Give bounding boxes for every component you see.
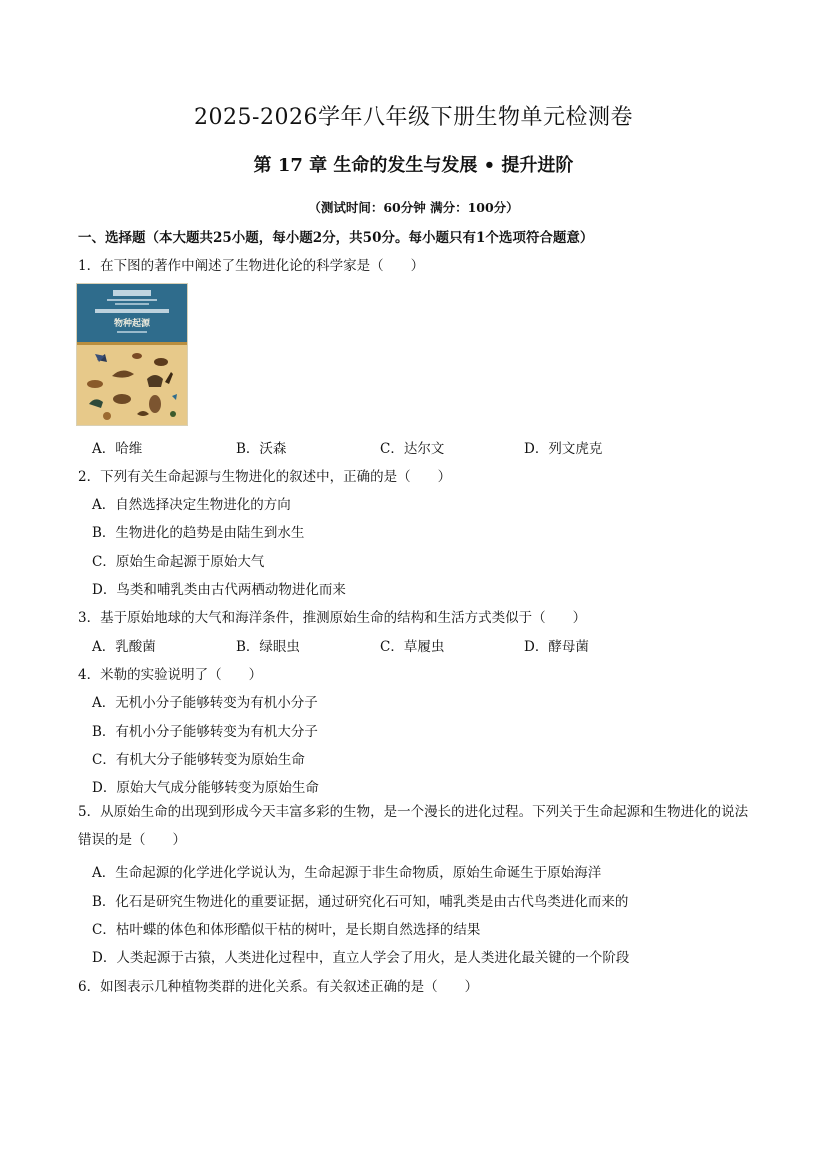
question-5-stem: 5．从原始生命的出现到形成今天丰富多彩的生物，是一个漫长的进化过程。下列关于生命起源和生物进化的说法错误的是（ ） xyxy=(78,804,749,848)
book-title-text: 物种起源 xyxy=(113,319,151,329)
q4-option-b[interactable]: B．有机小分子能够转变为有机大分子 xyxy=(92,724,318,740)
q4-option-c[interactable]: C．有机大分子能够转变为原始生命 xyxy=(92,752,305,768)
q2-option-b[interactable]: B．生物进化的趋势是由陆生到水生 xyxy=(92,525,305,541)
q3-option-c[interactable]: C．草履虫 xyxy=(380,639,445,655)
section-heading: 一、选择题（本大题共25小题，每小题2分，共50分。每小题只有1个选项符合题意） xyxy=(78,230,594,246)
question-1-options xyxy=(92,437,602,457)
question-3-options xyxy=(92,635,589,655)
q3-option-a[interactable]: A．乳酸菌 xyxy=(92,639,156,655)
q5-option-a[interactable]: A．生命起源的化学进化学说认为，生命起源于非生命物质，原始生命诞生于原始海洋 xyxy=(92,865,602,881)
q3-option-b[interactable]: B．绿眼虫 xyxy=(236,639,300,655)
q4-option-d[interactable]: D．原始大气成分能够转变为原始生命 xyxy=(92,780,319,796)
question-6-stem: 6．如图表示几种植物类群的进化关系。有关叙述正确的是（ ） xyxy=(78,979,479,995)
q2-option-a[interactable]: A．自然选择决定生物进化的方向 xyxy=(92,497,291,513)
q2-option-c[interactable]: C．原始生命起源于原始大气 xyxy=(92,554,265,570)
question-3-stem: 3．基于原始地球的大气和海洋条件，推测原始生命的结构和生活方式类似于（ ） xyxy=(78,610,587,626)
q1-option-c[interactable]: C．达尔文 xyxy=(380,441,445,457)
chapter-subtitle: 第 17 章 生命的发生与发展 • 提升进阶 xyxy=(253,155,574,176)
question-2-stem: 2．下列有关生命起源与生物进化的叙述中，正确的是（ ） xyxy=(78,469,452,485)
q1-option-b[interactable]: B．沃森 xyxy=(236,441,287,457)
test-meta: （测试时间：60分钟 满分：100分） xyxy=(308,200,519,215)
q1-option-a[interactable]: A．哈维 xyxy=(92,441,143,457)
paper-title: 2025-2026学年八年级下册生物单元检测卷 xyxy=(194,105,633,130)
q5-option-c[interactable]: C．枯叶蝶的体色和体形酷似干枯的树叶，是长期自然选择的结果 xyxy=(92,922,481,938)
q4-option-a[interactable]: A．无机小分子能够转变为有机小分子 xyxy=(92,695,318,711)
question-4-stem: 4．米勒的实验说明了（ ） xyxy=(78,667,263,683)
q3-option-d[interactable]: D．酵母菌 xyxy=(524,639,589,655)
q1-option-d[interactable]: D．列文虎克 xyxy=(524,441,603,457)
q5-option-b[interactable]: B．化石是研究生物进化的重要证据，通过研究化石可知，哺乳类是由古代鸟类进化而来的 xyxy=(92,894,629,910)
q5-option-d[interactable]: D．人类起源于古猿，人类进化过程中，直立人学会了用火，是人类进化最关键的一个阶段 xyxy=(92,950,630,966)
book-cover-image xyxy=(76,283,188,426)
question-1-stem: 1．在下图的著作中阐述了生物进化论的科学家是（ ） xyxy=(78,258,425,274)
q2-option-d[interactable]: D．鸟类和哺乳类由古代两栖动物进化而来 xyxy=(92,582,346,598)
